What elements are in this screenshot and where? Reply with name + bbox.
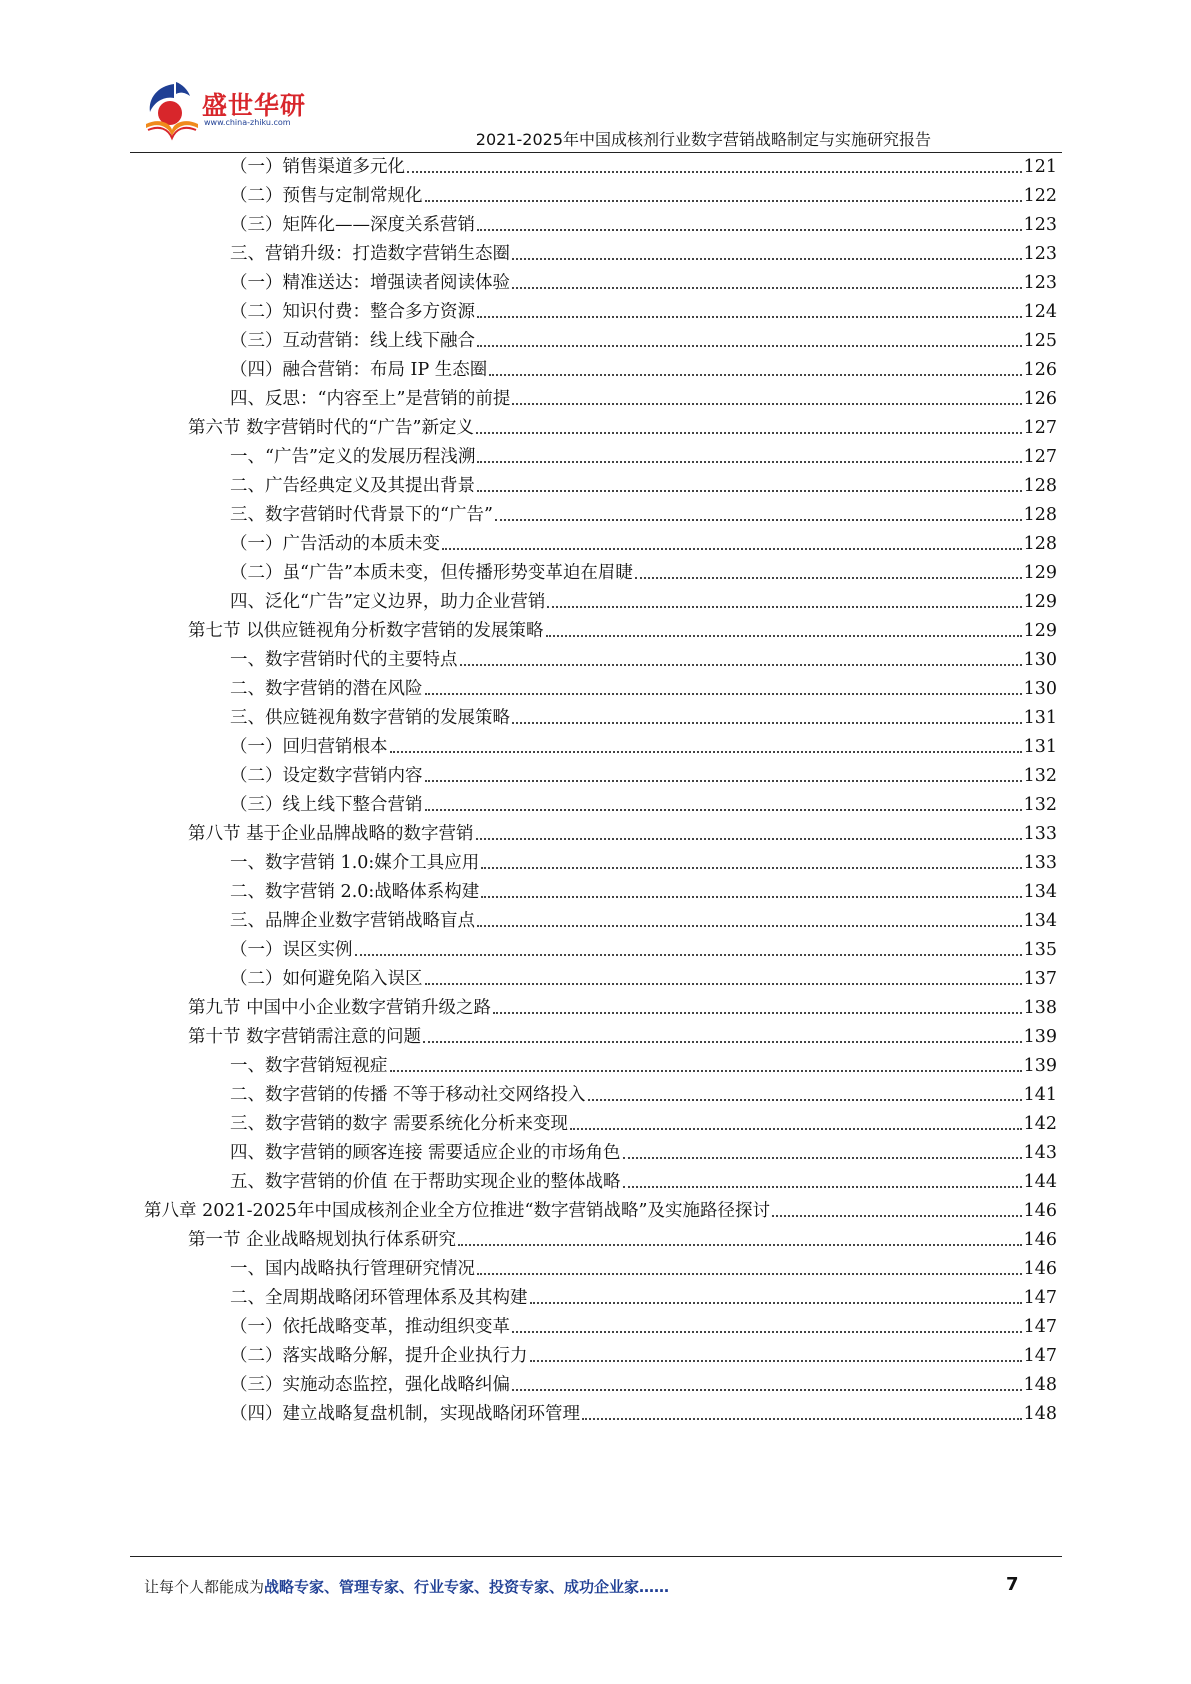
toc-entry[interactable] [230, 1306, 1057, 1338]
toc-entry-title: 三、营销升级：打造数字营销生态圈 [230, 243, 510, 264]
toc-entry[interactable] [230, 1335, 1057, 1367]
toc-entry[interactable] [230, 1393, 1057, 1425]
toc-entry-page: 146 [1023, 1200, 1057, 1221]
toc-entry-page: 123 [1023, 272, 1057, 293]
toc-entry-page: 146 [1023, 1258, 1057, 1279]
toc-entry-page: 130 [1023, 649, 1057, 670]
toc-dot-leader [477, 1273, 1022, 1275]
toc-entry-title: 第一节 企业战略规划执行体系研究 [188, 1229, 457, 1250]
toc-dot-leader [442, 548, 1022, 550]
toc-entry[interactable] [230, 958, 1057, 990]
toc-entry-title: （三）线上线下整合营销 [230, 794, 423, 815]
toc-dot-leader [623, 1157, 1022, 1159]
toc-dot-leader [425, 200, 1022, 202]
toc-dot-leader [481, 867, 1021, 869]
toc-entry-title: 二、数字营销 2.0:战略体系构建 [230, 881, 480, 902]
toc-entry-page: 128 [1023, 504, 1057, 525]
toc-entry-page: 135 [1023, 939, 1057, 960]
toc-dot-leader [477, 925, 1022, 927]
toc-entry[interactable] [230, 175, 1057, 207]
toc-entry[interactable] [230, 378, 1057, 410]
toc-entry-page: 128 [1023, 475, 1057, 496]
toc-entry-page: 144 [1023, 1171, 1057, 1192]
toc-entry[interactable] [230, 755, 1057, 787]
toc-entry[interactable] [230, 1132, 1057, 1164]
toc-entry[interactable] [188, 1219, 1057, 1251]
toc-dot-leader [477, 345, 1022, 347]
toc-entry-page: 128 [1023, 533, 1057, 554]
toc-dot-leader [512, 722, 1022, 724]
toc-dot-leader [477, 229, 1022, 231]
toc-entry-page: 129 [1023, 591, 1057, 612]
toc-entry[interactable] [230, 871, 1057, 903]
footer-slogan-highlight: 战略专家、管理专家、行业专家、投资专家、成功企业家…… [264, 1578, 670, 1596]
toc-entry-title: 二、广告经典定义及其提出背景 [230, 475, 475, 496]
toc-entry-page: 122 [1023, 185, 1057, 206]
footer-slogan-lead: 让每个人都能成为 [144, 1578, 265, 1596]
toc-entry-page: 129 [1023, 620, 1057, 641]
toc-dot-leader [425, 780, 1022, 782]
toc-entry-title: 第十节 数字营销需注意的问题 [188, 1026, 422, 1047]
toc-entry[interactable] [230, 552, 1057, 584]
toc-entry-title: 三、数字营销时代背景下的“广告” [230, 504, 493, 525]
toc-entry-page: 131 [1023, 707, 1057, 728]
toc-entry-page: 147 [1023, 1287, 1057, 1308]
toc-entry-title: （一）误区实例 [230, 939, 353, 960]
toc-entry-page: 132 [1023, 794, 1057, 815]
toc-dot-leader [635, 577, 1022, 579]
toc-entry-page: 134 [1023, 881, 1057, 902]
toc-entry-title: 第九节 中国中小企业数字营销升级之路 [188, 997, 492, 1018]
toc-entry[interactable] [230, 581, 1057, 613]
toc-entry[interactable] [230, 436, 1057, 468]
toc-entry-title: 三、供应链视角数字营销的发展策略 [230, 707, 510, 728]
toc-dot-leader [570, 1128, 1022, 1130]
toc-entry-page: 127 [1023, 417, 1057, 438]
toc-dot-leader [582, 1418, 1022, 1420]
toc-dot-leader [476, 838, 1022, 840]
toc-dot-leader [390, 751, 1022, 753]
toc-entry[interactable] [188, 407, 1057, 439]
toc-entry[interactable] [188, 813, 1057, 845]
toc-entry-page: 126 [1023, 359, 1057, 380]
toc-entry-page: 137 [1023, 968, 1057, 989]
toc-entry-title: （一）销售渠道多元化 [230, 156, 405, 177]
toc-entry-title: （一）精准送达：增强读者阅读体验 [230, 272, 510, 293]
toc-entry[interactable] [230, 291, 1057, 323]
toc-dot-leader [546, 635, 1022, 637]
toc-entry-title: 一、数字营销时代的主要特点 [230, 649, 458, 670]
toc-entry-title: 二、数字营销的传播 不等于移动社交网络投入 [230, 1084, 586, 1105]
toc-entry[interactable] [230, 349, 1057, 381]
toc-entry-title: 三、品牌企业数字营销战略盲点 [230, 910, 475, 931]
toc-entry-title: 三、数字营销的数字 需要系统化分析来变现 [230, 1113, 569, 1134]
toc-entry[interactable] [230, 1103, 1057, 1135]
toc-dot-leader [425, 809, 1022, 811]
toc-entry[interactable] [188, 1016, 1057, 1048]
toc-dot-leader [495, 519, 1022, 521]
toc-entry[interactable] [230, 929, 1057, 961]
toc-entry-page: 132 [1023, 765, 1057, 786]
toc-dot-leader [512, 258, 1022, 260]
toc-entry-page: 121 [1023, 156, 1057, 177]
toc-entry-title: 一、“广告”定义的发展历程浅溯 [230, 446, 476, 467]
toc-entry-title: 四、反思：“内容至上”是营销的前提 [230, 388, 511, 409]
toc-entry-title: 四、泛化“广告”定义边界，助力企业营销 [230, 591, 546, 612]
toc-entry[interactable] [230, 233, 1057, 265]
toc-entry[interactable] [230, 1045, 1057, 1077]
toc-dot-leader [588, 1099, 1022, 1101]
toc-entry[interactable] [230, 1161, 1057, 1193]
toc-dot-leader [512, 1389, 1022, 1391]
toc-dot-leader [489, 374, 1021, 376]
toc-entry[interactable] [230, 842, 1057, 874]
toc-entry[interactable] [230, 784, 1057, 816]
toc-entry-page: 148 [1023, 1403, 1057, 1424]
toc-entry[interactable] [230, 668, 1057, 700]
toc-entry[interactable] [230, 639, 1057, 671]
toc-entry[interactable] [230, 262, 1057, 294]
toc-dot-leader [512, 1331, 1022, 1333]
toc-entry-page: 138 [1023, 997, 1057, 1018]
toc-entry-title: 一、数字营销 1.0:媒介工具应用 [230, 852, 480, 873]
toc-entry-title: （一）回归营销根本 [230, 736, 388, 757]
toc-dot-leader [530, 1360, 1022, 1362]
toc-dot-leader [407, 171, 1022, 173]
toc-dot-leader [476, 432, 1022, 434]
document-title: 2021-2025年中国成核剂行业数字营销战略制定与实施研究报告 [475, 130, 931, 149]
toc-entry-page: 147 [1023, 1316, 1057, 1337]
toc-entry[interactable] [230, 494, 1057, 526]
toc-dot-leader [512, 287, 1022, 289]
toc-entry-title: 第七节 以供应链视角分析数字营销的发展策略 [188, 620, 544, 641]
footer-slogan [144, 1576, 669, 1597]
toc-entry[interactable] [230, 146, 1057, 178]
toc-dot-leader [772, 1215, 1022, 1217]
toc-dot-leader [530, 1302, 1022, 1304]
toc-entry-page: 123 [1023, 243, 1057, 264]
toc-entry[interactable] [230, 465, 1057, 497]
toc-entry-title: 五、数字营销的价值 在于帮助实现企业的整体战略 [230, 1171, 621, 1192]
toc-entry-title: （二）设定数字营销内容 [230, 765, 423, 786]
toc-entry[interactable] [188, 987, 1057, 1019]
toc-entry[interactable] [230, 1248, 1057, 1280]
toc-entry[interactable] [144, 1190, 1057, 1222]
toc-entry-title: 一、数字营销短视症 [230, 1055, 388, 1076]
toc-entry-page: 124 [1023, 301, 1057, 322]
toc-entry[interactable] [230, 900, 1057, 932]
toc-entry[interactable] [230, 697, 1057, 729]
toc-entry-title: （一）依托战略变革，推动组织变革 [230, 1316, 510, 1337]
logo-emblem-icon [140, 80, 204, 142]
logo-brand-name: 盛世华研 [202, 91, 307, 120]
toc-entry-title: （三）互动营销：线上线下融合 [230, 330, 475, 351]
toc-entry-page: 127 [1023, 446, 1057, 467]
toc-entry[interactable] [230, 320, 1057, 352]
toc-entry-title: 二、全周期战略闭环管理体系及其构建 [230, 1287, 528, 1308]
toc-dot-leader [355, 954, 1022, 956]
toc-dot-leader [481, 896, 1021, 898]
toc-entry-page: 131 [1023, 736, 1057, 757]
page-number: 7 [1006, 1574, 1019, 1595]
toc-entry-page: 146 [1023, 1229, 1057, 1250]
toc-entry-page: 143 [1023, 1142, 1057, 1163]
toc-dot-leader [390, 1070, 1022, 1072]
toc-entry-page: 130 [1023, 678, 1057, 699]
toc-entry-page: 133 [1023, 823, 1057, 844]
toc-entry-title: （二）预售与定制常规化 [230, 185, 423, 206]
toc-entry-title: （四）融合营销：布局 IP 生态圈 [230, 359, 488, 380]
toc-entry-page: 129 [1023, 562, 1057, 583]
toc-dot-leader [423, 1041, 1022, 1043]
toc-entry-title: 一、国内战略执行管理研究情况 [230, 1258, 475, 1279]
toc-entry-page: 125 [1023, 330, 1057, 351]
toc-entry-title: （三）实施动态监控，强化战略纠偏 [230, 1374, 510, 1395]
toc-entry-page: 134 [1023, 910, 1057, 931]
toc-dot-leader [493, 1012, 1022, 1014]
toc-entry-title: （三）矩阵化——深度关系营销 [230, 214, 475, 235]
toc-entry-title: （二）虽“广告”本质未变，但传播形势变革迫在眉睫 [230, 562, 633, 583]
logo-website: www.china-zhiku.com [204, 118, 291, 127]
toc-dot-leader [425, 983, 1022, 985]
toc-entry-title: 第六节 数字营销时代的“广告”新定义 [188, 417, 474, 438]
toc-entry-page: 126 [1023, 388, 1057, 409]
toc-entry-title: 第八节 基于企业品牌战略的数字营销 [188, 823, 474, 844]
toc-dot-leader [547, 606, 1021, 608]
company-logo [140, 80, 320, 142]
toc-entry-page: 148 [1023, 1374, 1057, 1395]
toc-entry-page: 142 [1023, 1113, 1057, 1134]
toc-entry-title: （四）建立战略复盘机制，实现战略闭环管理 [230, 1403, 580, 1424]
toc-entry-page: 133 [1023, 852, 1057, 873]
toc-entry-page: 123 [1023, 214, 1057, 235]
footer-divider [130, 1556, 1062, 1557]
toc-entry-page: 141 [1023, 1084, 1057, 1105]
toc-entry-title: 第八章 2021-2025年中国成核剂企业全方位推进“数字营销战略”及实施路径探讨 [144, 1200, 770, 1221]
toc-dot-leader [477, 461, 1021, 463]
toc-entry-title: 二、数字营销的潜在风险 [230, 678, 423, 699]
toc-entry[interactable] [230, 1074, 1057, 1106]
toc-entry[interactable] [230, 1277, 1057, 1309]
toc-dot-leader [458, 1244, 1022, 1246]
toc-dot-leader [460, 664, 1022, 666]
toc-dot-leader [477, 490, 1022, 492]
toc-entry-page: 147 [1023, 1345, 1057, 1366]
toc-entry-title: （二）知识付费：整合多方资源 [230, 301, 475, 322]
toc-dot-leader [477, 316, 1022, 318]
toc-dot-leader [512, 403, 1021, 405]
toc-entry-title: （二）落实战略分解，提升企业执行力 [230, 1345, 528, 1366]
toc-entry[interactable] [230, 1364, 1057, 1396]
toc-entry[interactable] [230, 204, 1057, 236]
toc-entry-title: （二）如何避免陷入误区 [230, 968, 423, 989]
toc-entry-page: 139 [1023, 1026, 1057, 1047]
toc-entry-page: 139 [1023, 1055, 1057, 1076]
toc-dot-leader [623, 1186, 1022, 1188]
toc-entry-title: （一）广告活动的本质未变 [230, 533, 440, 554]
page-header [0, 0, 1191, 150]
toc-entry[interactable] [230, 523, 1057, 555]
toc-entry-title: 四、数字营销的顾客连接 需要适应企业的市场角色 [230, 1142, 621, 1163]
toc-entry[interactable] [230, 726, 1057, 758]
toc-dot-leader [425, 693, 1022, 695]
toc-entry[interactable] [188, 610, 1057, 642]
